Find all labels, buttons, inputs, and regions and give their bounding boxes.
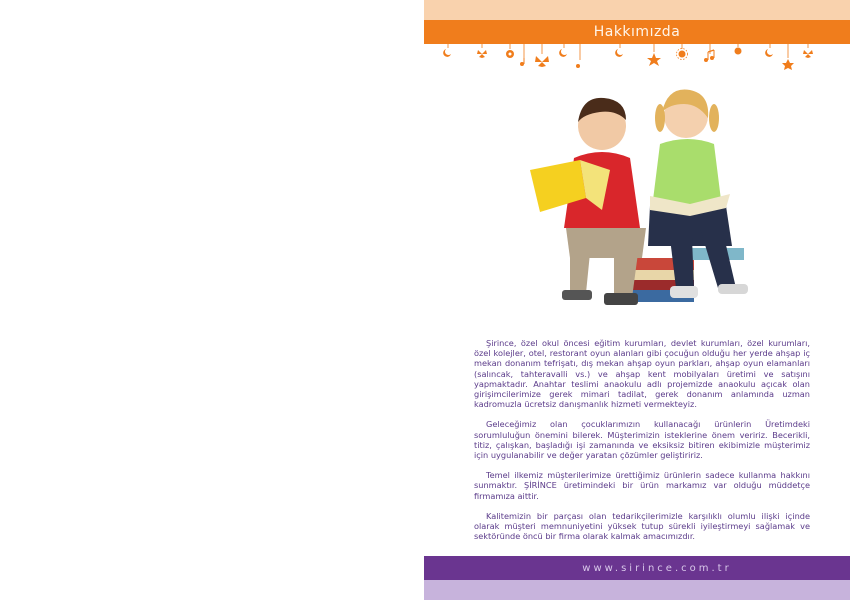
star-icon bbox=[647, 44, 661, 66]
moon-icon bbox=[559, 44, 567, 57]
paragraph: Temel ilkemiz müşterilerimize ürettiğimiz ürünlerin sadece kullanma hakkını sunmaktır. ŞİRİNCE üretimindeki bir ürün markamız var olduğu müddetçe firmamıza aittir. bbox=[474, 470, 810, 501]
top-color-band bbox=[424, 0, 850, 20]
website-link[interactable]: www.sirince.com.tr bbox=[582, 562, 732, 574]
music-note-icon bbox=[520, 44, 524, 66]
butterfly-icon bbox=[535, 44, 549, 67]
moon-icon bbox=[443, 44, 451, 57]
hanging-ornaments bbox=[424, 44, 850, 74]
paragraph: Kalitemizin bir parçası olan tedarikçilerimizle karşılıklı olumlu ilişki içinde olarak müşteri memnuniyetini yüksek tutup sürekli iyileştirmeyi sağlamak ve sektöründe öncü bir firma olarak kalmak amacımızdır. bbox=[474, 510, 810, 542]
sun-icon bbox=[677, 44, 688, 60]
children-reading-photo bbox=[474, 78, 774, 328]
footer-bar bbox=[424, 556, 850, 580]
page-title: Hakkımızda bbox=[593, 24, 681, 40]
flower-icon bbox=[735, 44, 742, 55]
music-note-icon bbox=[576, 44, 580, 68]
butterfly-icon bbox=[803, 44, 813, 58]
right-page bbox=[424, 0, 850, 600]
music-note-icon bbox=[704, 44, 714, 62]
star-icon bbox=[782, 44, 794, 70]
moon-icon bbox=[765, 44, 773, 57]
paragraph: Geleceğimiz olan çocuklarımızın kullanacağı ürünlerin Üretimdeki sorumluluğun önemini bilerek. Müşterimizin isteklerine önem veririz. Becerikli, titiz, çalışkan, başladığı işi zamanında ve eksiksiz bitiren ekibimizle müşterimiz için uygulanabilir ve değer yaratan çözümler geliştiririz. bbox=[474, 419, 810, 461]
butterfly-icon bbox=[477, 44, 487, 58]
moon-icon bbox=[615, 44, 623, 57]
bottom-color-band bbox=[424, 580, 850, 600]
left-page-blank bbox=[0, 0, 424, 600]
about-text bbox=[474, 338, 810, 551]
flower-icon bbox=[506, 44, 514, 58]
paragraph: Şirince, özel okul öncesi eğitim kurumları, devlet kurumları, özel kurumları, özel kolejler, otel, restorant oyun alanları gibi çocuğun olduğu her yerde ahşap iç mekan donanım tefrişatı, dış mekan ahşap oyun parkları, ahşap oyun elamanları (salıncak, tahteravalli vs.) ve ahşap kent mobilyaları üretimi ve satışını yapmaktadır. Anahtar teslimi anaokulu adlı projemizde anaokulu açıcak olan girişimcilerimize gerek mimari tadilat, gerek donanım anlamında uzman kadromuzla ücretsiz danışmanlık hizmeti vermekteyiz. bbox=[474, 338, 810, 410]
title-bar bbox=[424, 20, 850, 44]
